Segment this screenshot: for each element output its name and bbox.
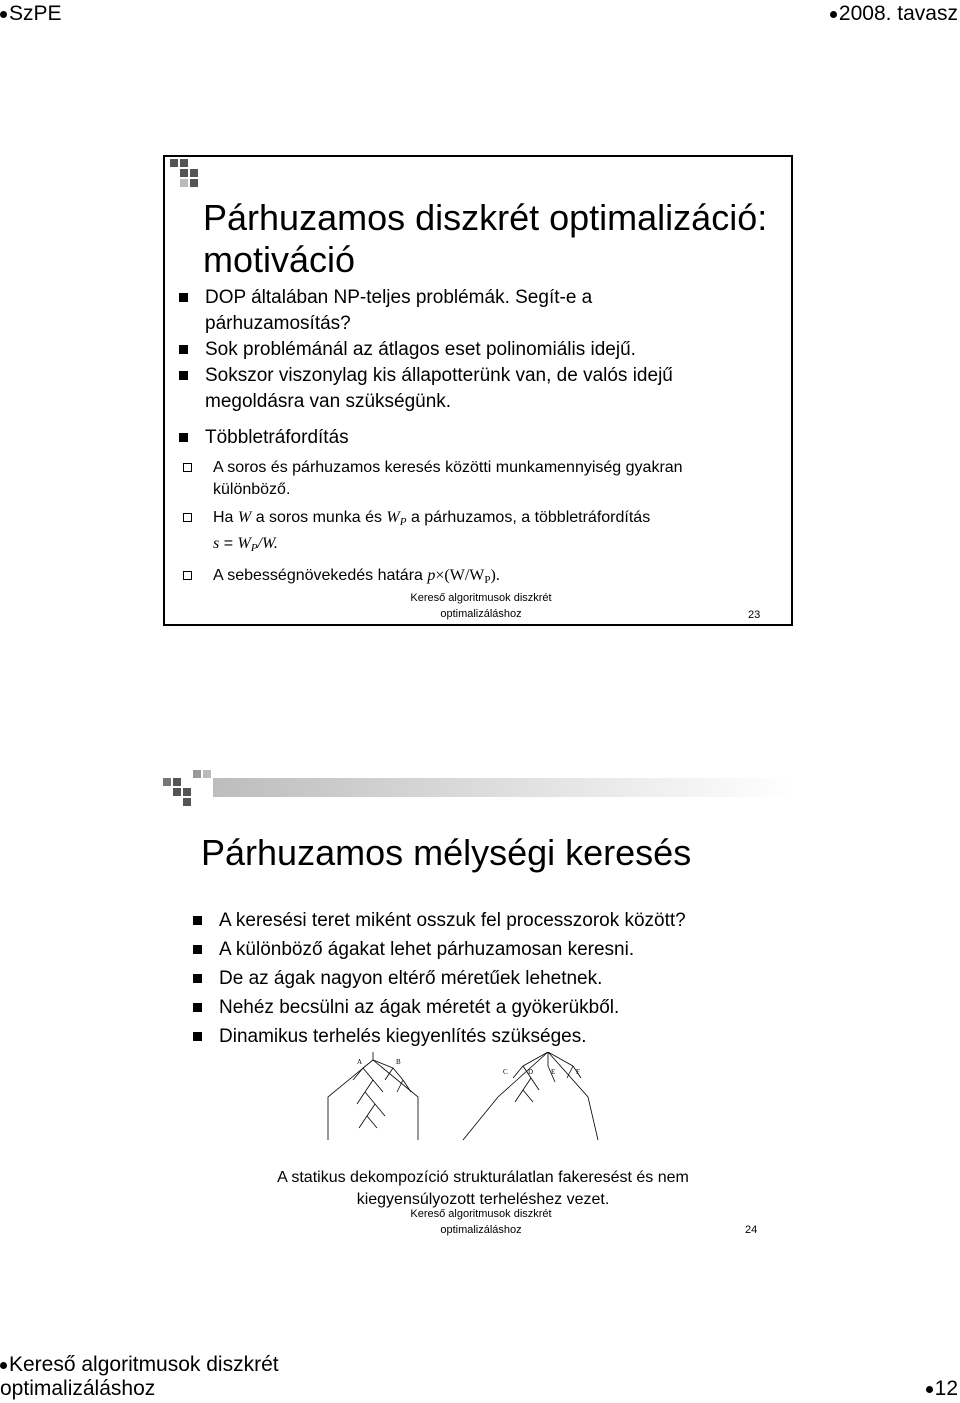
text: párhuzamosítás? [205, 313, 351, 334]
source-line: optimalizáláshoz [440, 608, 522, 620]
source-line: Kereső algoritmusok diszkrét [410, 592, 552, 604]
sub-list-item [175, 565, 775, 591]
bullet-dot-icon [0, 11, 7, 18]
list-item [193, 1022, 793, 1051]
header-right-text: 2008. tavasz [838, 2, 958, 25]
tree-label-a: A [357, 1058, 363, 1066]
header-left [0, 2, 62, 26]
text: Sok problémánál az átlagos eset polinomiális idejű. [205, 339, 636, 360]
slide-source [381, 1206, 581, 1238]
footer-page-number: 12 [934, 1377, 958, 1400]
text: A sebességnövekedés határa [213, 567, 423, 584]
footer-left [0, 1353, 279, 1401]
header-right [830, 2, 958, 26]
tree-label-c: C [503, 1068, 508, 1076]
square-bullet-icon [193, 1032, 202, 1041]
header-left-text: SzPE [9, 2, 62, 25]
slide-page-number: 24 [745, 1224, 758, 1236]
tree-label-e: E [551, 1068, 556, 1076]
square-bullet-icon [193, 945, 202, 954]
square-bullet-icon [193, 1003, 202, 1012]
list-item [175, 363, 775, 415]
square-bullet-icon [193, 974, 202, 983]
text: Többletráfordítás [205, 427, 349, 448]
slide-23 [163, 155, 793, 626]
text: A különböző ágakat lehet párhuzamosan keresni. [219, 939, 635, 960]
text: A soros és párhuzamos keresés közötti munkamennyiség gyakran [213, 459, 683, 476]
figure-caption [163, 1167, 803, 1211]
tree-label-b: B [396, 1058, 401, 1066]
math-symbol: W [237, 535, 251, 552]
math-symbol: ). [490, 567, 500, 584]
text: megoldásra van szükségünk. [205, 391, 452, 412]
text: Sokszor viszonylag kis állapotterünk van, de valós idejű [205, 365, 673, 386]
slide-title [203, 197, 767, 281]
math-symbol: W [386, 509, 400, 526]
caption-line: A statikus dekompozíció strukturálatlan fakeresést és nem [277, 1169, 689, 1186]
bullet-list [175, 285, 775, 591]
footer-line: Kereső algoritmusok diszkrét [9, 1353, 279, 1376]
square-bullet-icon [179, 293, 188, 302]
math-subscript: P [484, 574, 491, 586]
slide-page-number: 23 [748, 609, 761, 621]
title-line: Párhuzamos diszkrét optimalizáció: [203, 197, 768, 238]
text: Ha [213, 509, 234, 526]
bullet-dot-icon [830, 11, 837, 18]
sub-list-item [175, 457, 775, 501]
bullet-dot-icon [926, 1386, 933, 1393]
hollow-square-bullet-icon [183, 513, 192, 522]
list-item [175, 425, 775, 451]
text: A keresési teret miként osszuk fel processzorok között? [219, 910, 686, 931]
tree-label-d: D [528, 1068, 534, 1076]
title-line: motiváció [203, 239, 356, 280]
text: a párhuzamos, a többletráfordítás [410, 509, 651, 526]
hollow-square-bullet-icon [183, 463, 192, 472]
list-item [193, 935, 793, 964]
tree-label-f: F [576, 1068, 580, 1076]
sub-list-item [175, 507, 775, 559]
text: a soros munka és [255, 509, 382, 526]
square-bullet-icon [179, 371, 188, 380]
math-subscript: P [399, 516, 407, 528]
text: DOP általában NP-teljes problémák. Segít-e a [205, 287, 593, 308]
square-bullet-icon [179, 345, 188, 354]
slide-24 [163, 770, 793, 1240]
text: Dinamikus terhelés kiegyenlítés szükséges. [219, 1026, 587, 1047]
square-bullet-icon [193, 916, 202, 925]
footer-page [926, 1377, 958, 1401]
caption-line: kiegyensúlyozott terheléshez vezet. [356, 1191, 610, 1208]
math-symbol: p [427, 567, 436, 584]
list-item [175, 337, 775, 363]
slide-title: Párhuzamos mélységi keresés [201, 832, 692, 873]
bullet-dot-icon [0, 1362, 7, 1369]
text: különböző. [213, 481, 291, 498]
list-item [193, 993, 793, 1022]
math-symbol: /W. [257, 535, 278, 552]
square-bullet-icon [179, 433, 188, 442]
slide-source [381, 590, 581, 622]
list-item [193, 906, 793, 935]
text: = [223, 535, 234, 552]
math-symbol: ×(W/W [435, 567, 485, 584]
text: De az ágak nagyon eltérő méretűek lehetnek. [219, 968, 603, 989]
math-symbol: s [213, 535, 220, 552]
bullet-list [193, 906, 793, 1051]
text: Nehéz becsülni az ágak méretét a gyökerükből. [219, 997, 620, 1018]
footer-line: optimalizáláshoz [0, 1377, 156, 1400]
search-tree-diagram [323, 1052, 603, 1142]
list-item [175, 285, 775, 337]
math-subscript: P [250, 542, 258, 554]
list-item [193, 964, 793, 993]
hollow-square-bullet-icon [183, 571, 192, 580]
source-line: Kereső algoritmusok diszkrét [410, 1208, 552, 1220]
math-symbol: W [237, 509, 252, 526]
source-line: optimalizáláshoz [440, 1224, 522, 1236]
